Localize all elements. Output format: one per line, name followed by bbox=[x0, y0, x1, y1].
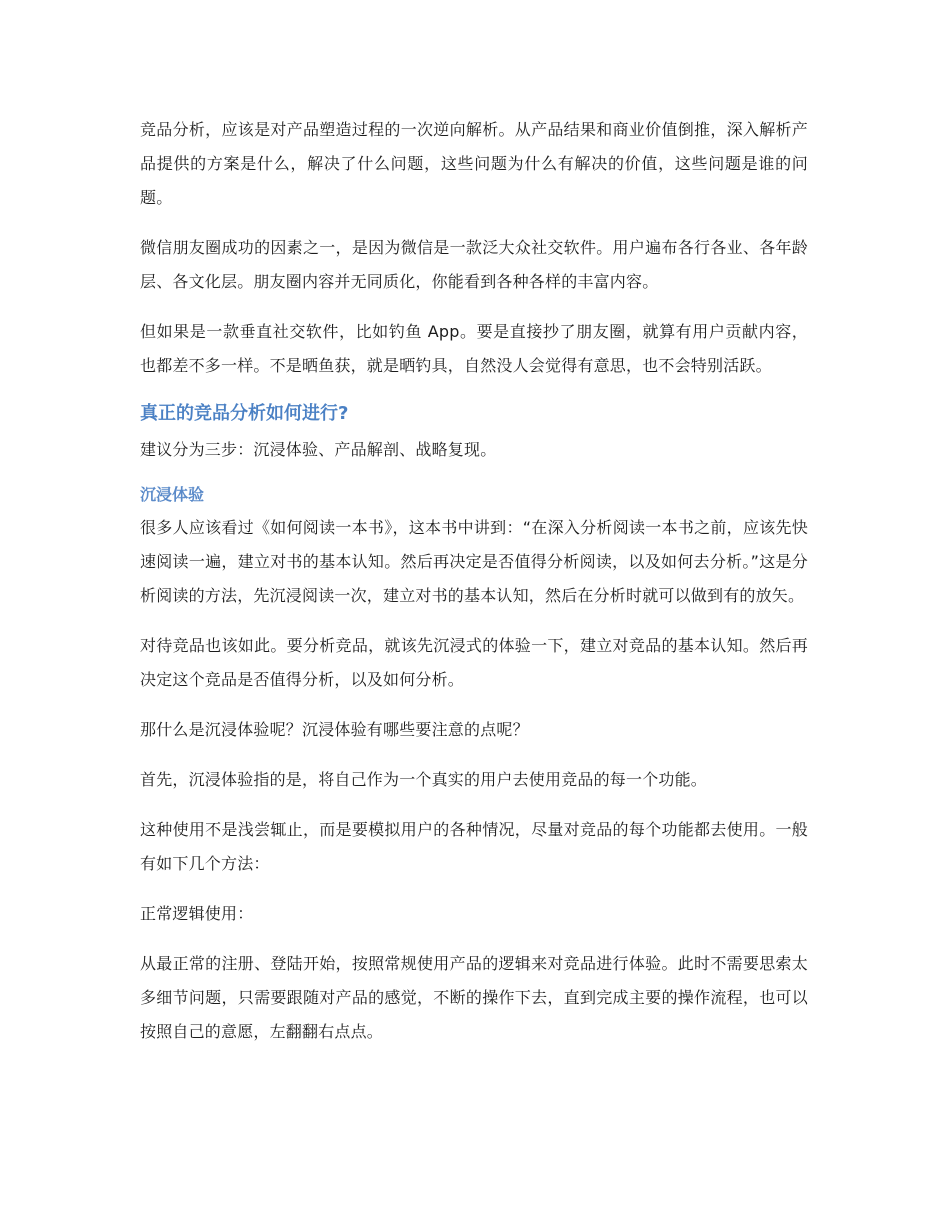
body-paragraph-4: 首先，沉浸体验指的是，将自己作为一个真实的用户去使用竞品的每一个功能。 bbox=[140, 770, 708, 789]
intro-paragraph-2: 微信朋友圈成功的因素之一，是因为微信是一款泛大众社交软件。用户遍布各行各业、各年龄层、各文化层。朋友圈内容并无同质化，你能看到各种各样的丰富内容。 bbox=[140, 238, 808, 291]
body-paragraph-7: 从最正常的注册、登陆开始，按照常规使用产品的逻辑来对竞品进行体验。此时不需要思索太多细节问题，只需要跟随对产品的感觉，不断的操作下去，直到完成主要的操作流程，也可以按照自己的意愿，左翻翻右点点。 bbox=[140, 954, 808, 1041]
body-paragraph-6: 正常逻辑使用： bbox=[140, 904, 254, 923]
subsection-heading: 沉浸体验 bbox=[140, 485, 205, 504]
body-paragraph-3: 那什么是沉浸体验呢？沉浸体验有哪些要注意的点呢？ bbox=[140, 720, 529, 739]
body-paragraph-1: 很多人应该看过《如何阅读一本书》，这本书中讲到：“在深入分析阅读一本书之前，应该先快速阅读一遍，建立对书的基本认知。然后再决定是否值得分析阅读，以及如何去分析。”这是分析阅读的方法，先沉浸阅读一次，建立对书的基本认知，然后在分析时就可以做到有的放矢。 bbox=[140, 518, 808, 605]
section-heading: 真正的竞品分析如何进行? bbox=[140, 403, 349, 424]
intro-paragraph-3: 但如果是一款垂直社交软件，比如钓鱼 App。要是直接抄了朋友圈，就算有用户贡献内容，也都差不多一样。不是晒鱼获，就是晒钓具，自然没人会觉得有意思，也不会特别活跃。 bbox=[140, 322, 808, 375]
document-page bbox=[140, 113, 808, 1049]
body-paragraph-5: 这种使用不是浅尝辄止，而是要模拟用户的各种情况，尽量对竞品的每个功能都去使用。一般有如下几个方法： bbox=[140, 820, 808, 873]
steps-intro-paragraph: 建议分为三步：沉浸体验、产品解剖、战略复现。 bbox=[140, 440, 497, 459]
body-paragraph-2: 对待竞品也该如此。要分析竞品，就该先沉浸式的体验一下，建立对竞品的基本认知。然后再决定这个竞品是否值得分析，以及如何分析。 bbox=[140, 636, 808, 689]
intro-paragraph-1: 竞品分析，应该是对产品塑造过程的一次逆向解析。从产品结果和商业价值倒推，深入解析产品提供的方案是什么，解决了什么问题，这些问题为什么有解决的价值，这些问题是谁的问题。 bbox=[140, 120, 808, 207]
